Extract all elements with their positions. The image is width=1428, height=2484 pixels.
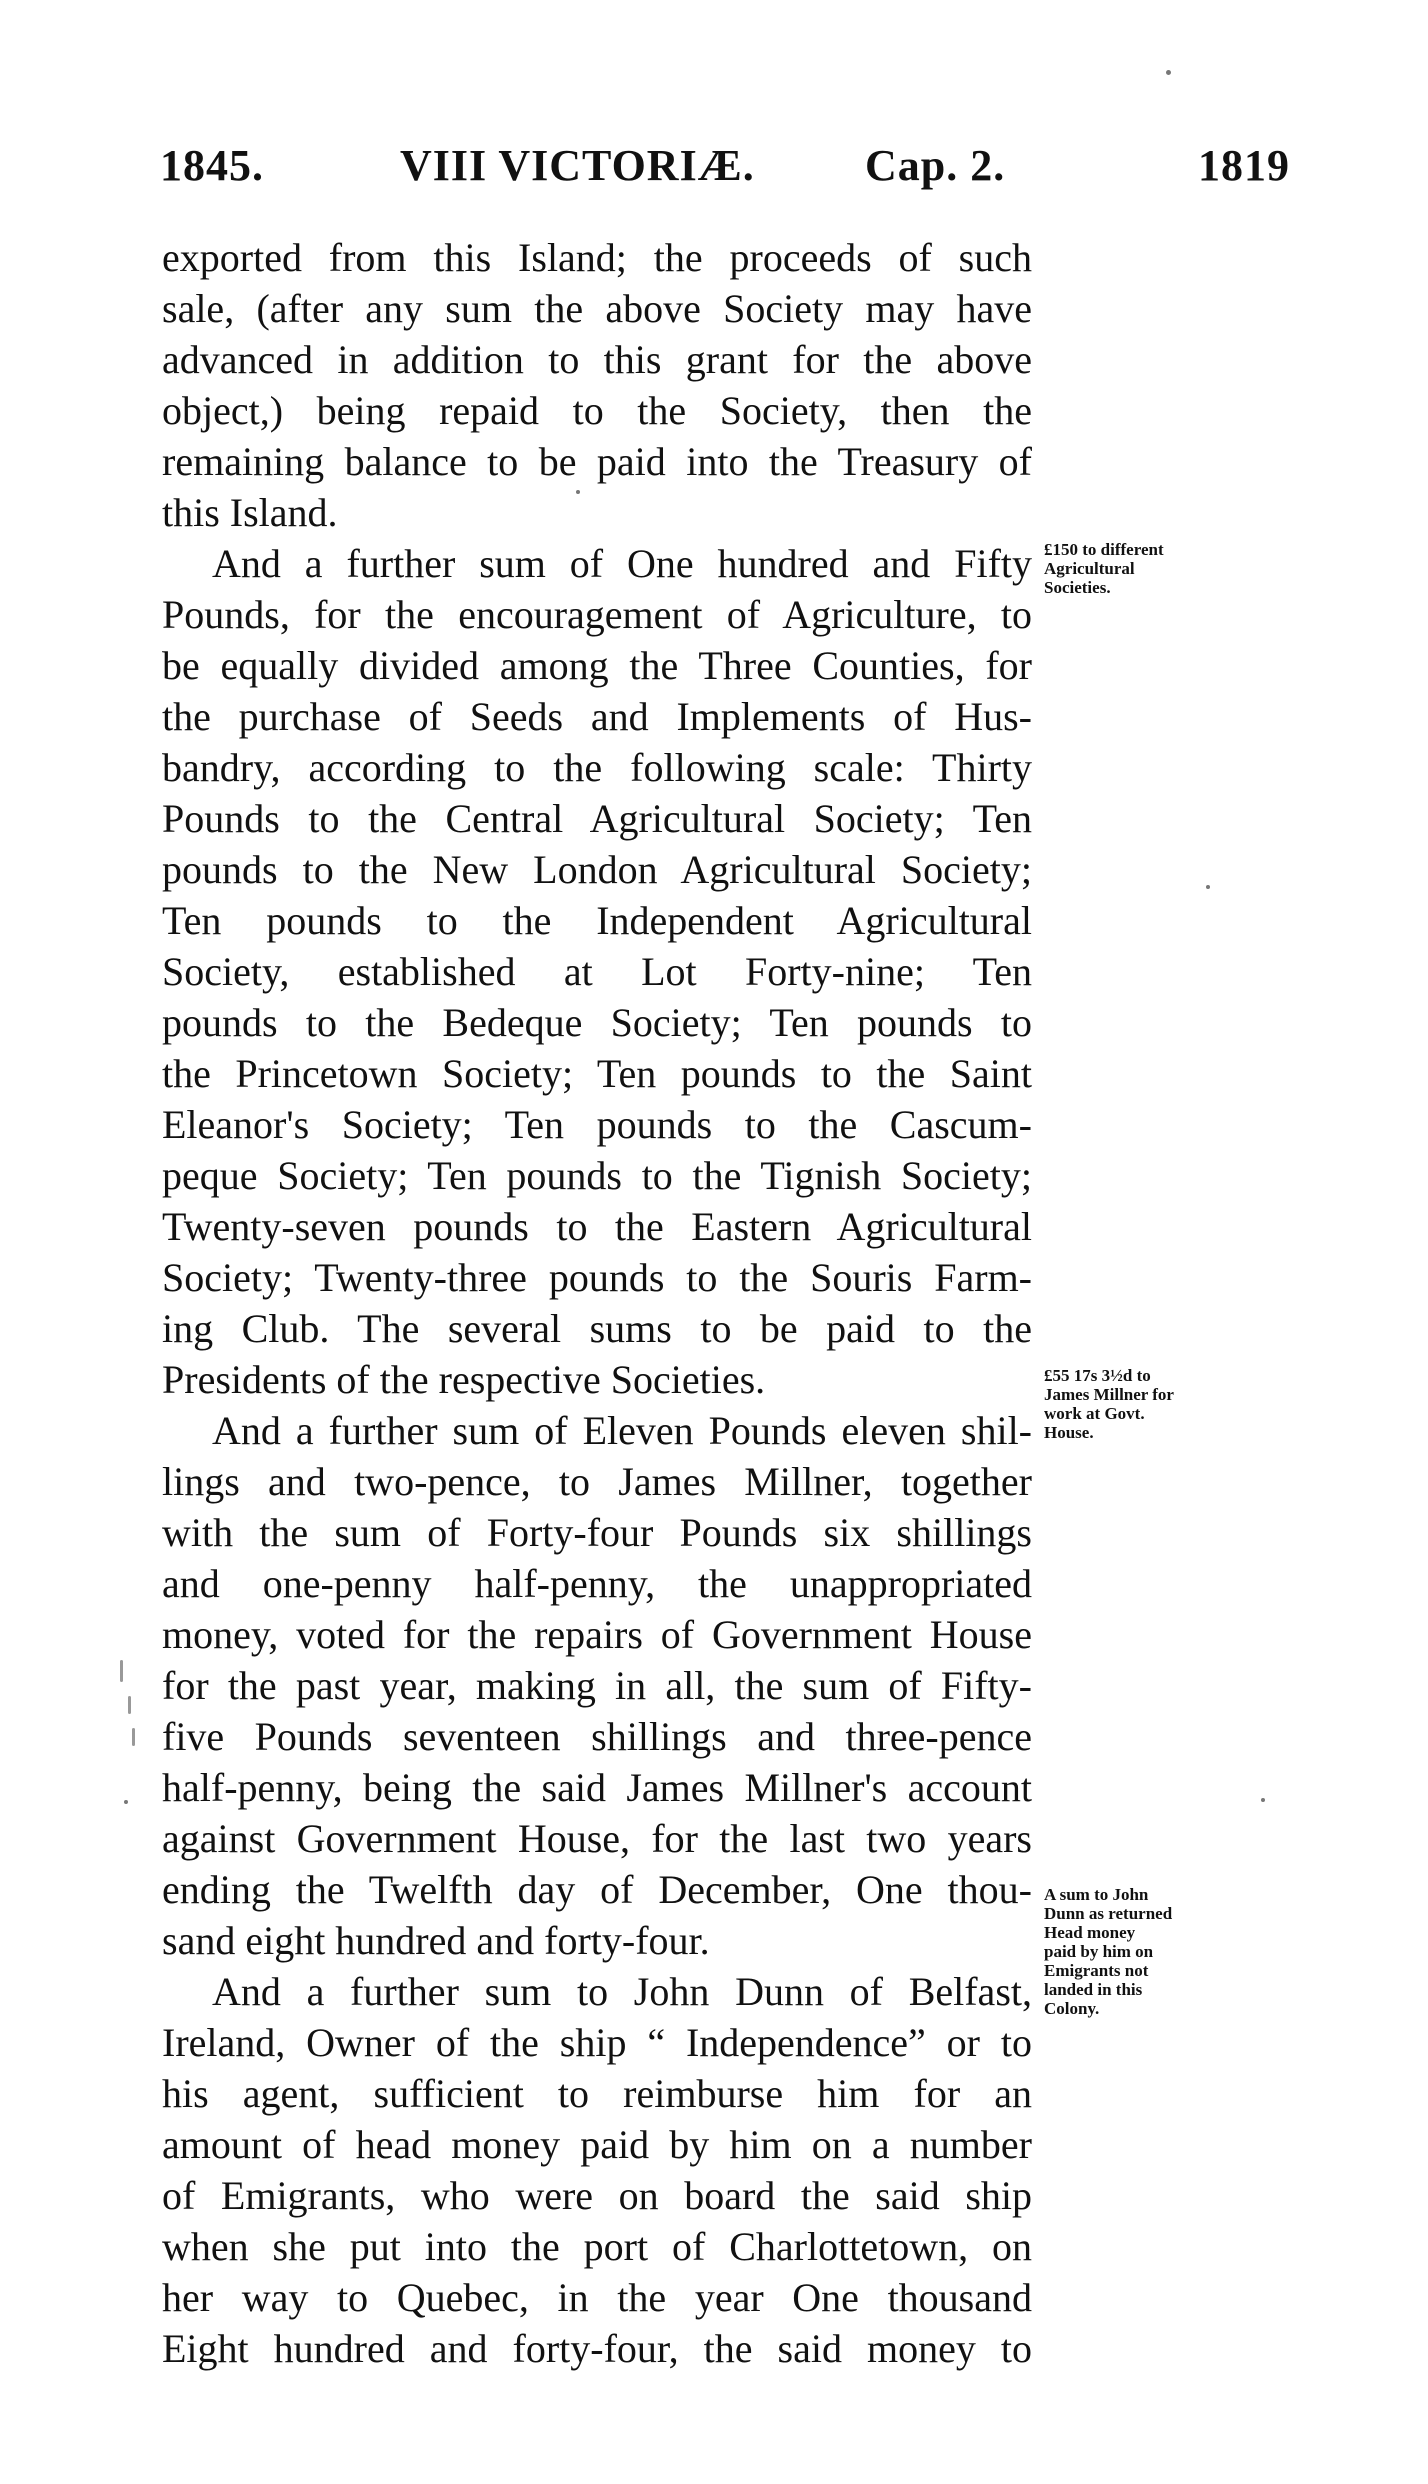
scan-speck — [132, 1728, 135, 1746]
text-line: peque Society; Ten pounds to the Tignish Society; — [162, 1153, 1032, 1198]
text-line: be equally divided among the Three Counties, for — [162, 643, 1032, 688]
margin-note-line: Societies. — [1044, 578, 1111, 597]
page-number: 1819 — [1198, 141, 1290, 190]
header-year: 1845. — [160, 141, 264, 190]
text-line: this Island. — [162, 490, 338, 535]
scan-speck — [1261, 1798, 1265, 1802]
margin-note-line: Colony. — [1044, 1999, 1100, 2018]
scan-speck — [120, 1660, 123, 1682]
text-line: Ireland, Owner of the ship “ Independence” or to — [162, 2020, 1032, 2065]
text-line: her way to Quebec, in the year One thousand — [162, 2275, 1032, 2320]
margin-note-james-millner — [1044, 1366, 1244, 1442]
text-line: And a further sum of Eleven Pounds eleven shil- — [212, 1408, 1032, 1453]
text-line: Eight hundred and forty-four, the said money to — [162, 2326, 1032, 2371]
text-line: pounds to the Bedeque Society; Ten pounds to — [162, 1000, 1032, 1045]
margin-note-line: £55 17s 3½d to — [1044, 1366, 1151, 1385]
text-line: And a further sum to John Dunn of Belfast, — [212, 1969, 1032, 2014]
text-line: And a further sum of One hundred and Fifty — [212, 541, 1032, 586]
text-line: money, voted for the repairs of Government House — [162, 1612, 1032, 1657]
text-line: Society, established at Lot Forty-nine; Ten — [162, 949, 1032, 994]
margin-note-line: A sum to John — [1044, 1885, 1149, 1904]
text-line: of Emigrants, who were on board the said ship — [162, 2173, 1032, 2218]
text-line: the purchase of Seeds and Implements of Hus- — [162, 694, 1032, 739]
margin-note-line: House. — [1044, 1423, 1094, 1442]
margin-note-line: Agricultural — [1044, 559, 1135, 578]
text-line: pounds to the New London Agricultural Society; — [162, 847, 1032, 892]
margin-note-line: work at Govt. — [1044, 1404, 1145, 1423]
margin-note-john-dunn — [1044, 1885, 1244, 2018]
text-line: lings and two-pence, to James Millner, together — [162, 1459, 1032, 1504]
text-line: half-penny, being the said James Millner's account — [162, 1765, 1032, 1810]
text-line: and one-penny half-penny, the unappropriated — [162, 1561, 1032, 1606]
text-line: advanced in addition to this grant for the above — [162, 337, 1032, 382]
running-header — [160, 140, 1290, 200]
margin-note-line: paid by him on — [1044, 1942, 1154, 1961]
margin-note-line: Head money — [1044, 1923, 1136, 1942]
body-text — [162, 232, 1032, 2374]
text-line: Presidents of the respective Societies. — [162, 1357, 766, 1402]
scan-speck — [124, 1800, 128, 1804]
text-line: bandry, according to the following scale: Thirty — [162, 745, 1032, 790]
margin-note-line: Emigrants not — [1044, 1961, 1149, 1980]
margin-note-line: £150 to different — [1044, 540, 1164, 559]
text-line: Twenty-seven pounds to the Eastern Agricultural — [162, 1204, 1032, 1249]
margin-note-line: Dunn as returned — [1044, 1904, 1173, 1923]
text-line: ending the Twelfth day of December, One thou- — [162, 1867, 1032, 1912]
text-line: exported from this Island; the proceeds of such — [162, 235, 1032, 280]
text-line: ing Club. The several sums to be paid to the — [162, 1306, 1032, 1351]
header-title: VIII VICTORIÆ. — [400, 141, 755, 190]
scan-speck — [128, 1696, 131, 1714]
header-chapter: Cap. 2. — [865, 141, 1006, 190]
text-line: sale, (after any sum the above Society may have — [162, 286, 1032, 331]
scan-speck — [1206, 885, 1210, 889]
text-line: his agent, sufficient to reimburse him for an — [162, 2071, 1032, 2116]
margin-note-line: landed in this — [1044, 1980, 1143, 1999]
text-line: Eleanor's Society; Ten pounds to the Cascum- — [162, 1102, 1032, 1147]
text-line: remaining balance to be paid into the Treasury of — [162, 439, 1032, 484]
scan-speck — [576, 490, 580, 494]
text-line: sand eight hundred and forty-four. — [162, 1918, 710, 1963]
text-line: with the sum of Forty-four Pounds six shillings — [162, 1510, 1032, 1555]
margin-note-line: James Millner for — [1044, 1385, 1174, 1404]
text-line: Ten pounds to the Independent Agricultural — [162, 898, 1032, 943]
text-line: Pounds to the Central Agricultural Society; Ten — [162, 796, 1032, 841]
text-line: when she put into the port of Charlottetown, on — [162, 2224, 1032, 2269]
text-line: against Government House, for the last two years — [162, 1816, 1032, 1861]
text-line: for the past year, making in all, the sum of Fifty- — [162, 1663, 1032, 1708]
text-line: the Princetown Society; Ten pounds to the Saint — [162, 1051, 1032, 1096]
text-line: Society; Twenty-three pounds to the Souris Farm- — [162, 1255, 1032, 1300]
text-line: amount of head money paid by him on a number — [162, 2122, 1032, 2167]
scan-speck — [1166, 70, 1171, 75]
text-line: object,) being repaid to the Society, then the — [162, 388, 1032, 433]
text-line: Pounds, for the encouragement of Agriculture, to — [162, 592, 1032, 637]
text-line: five Pounds seventeen shillings and three-pence — [162, 1714, 1032, 1759]
margin-note-agricultural-societies — [1044, 540, 1244, 597]
